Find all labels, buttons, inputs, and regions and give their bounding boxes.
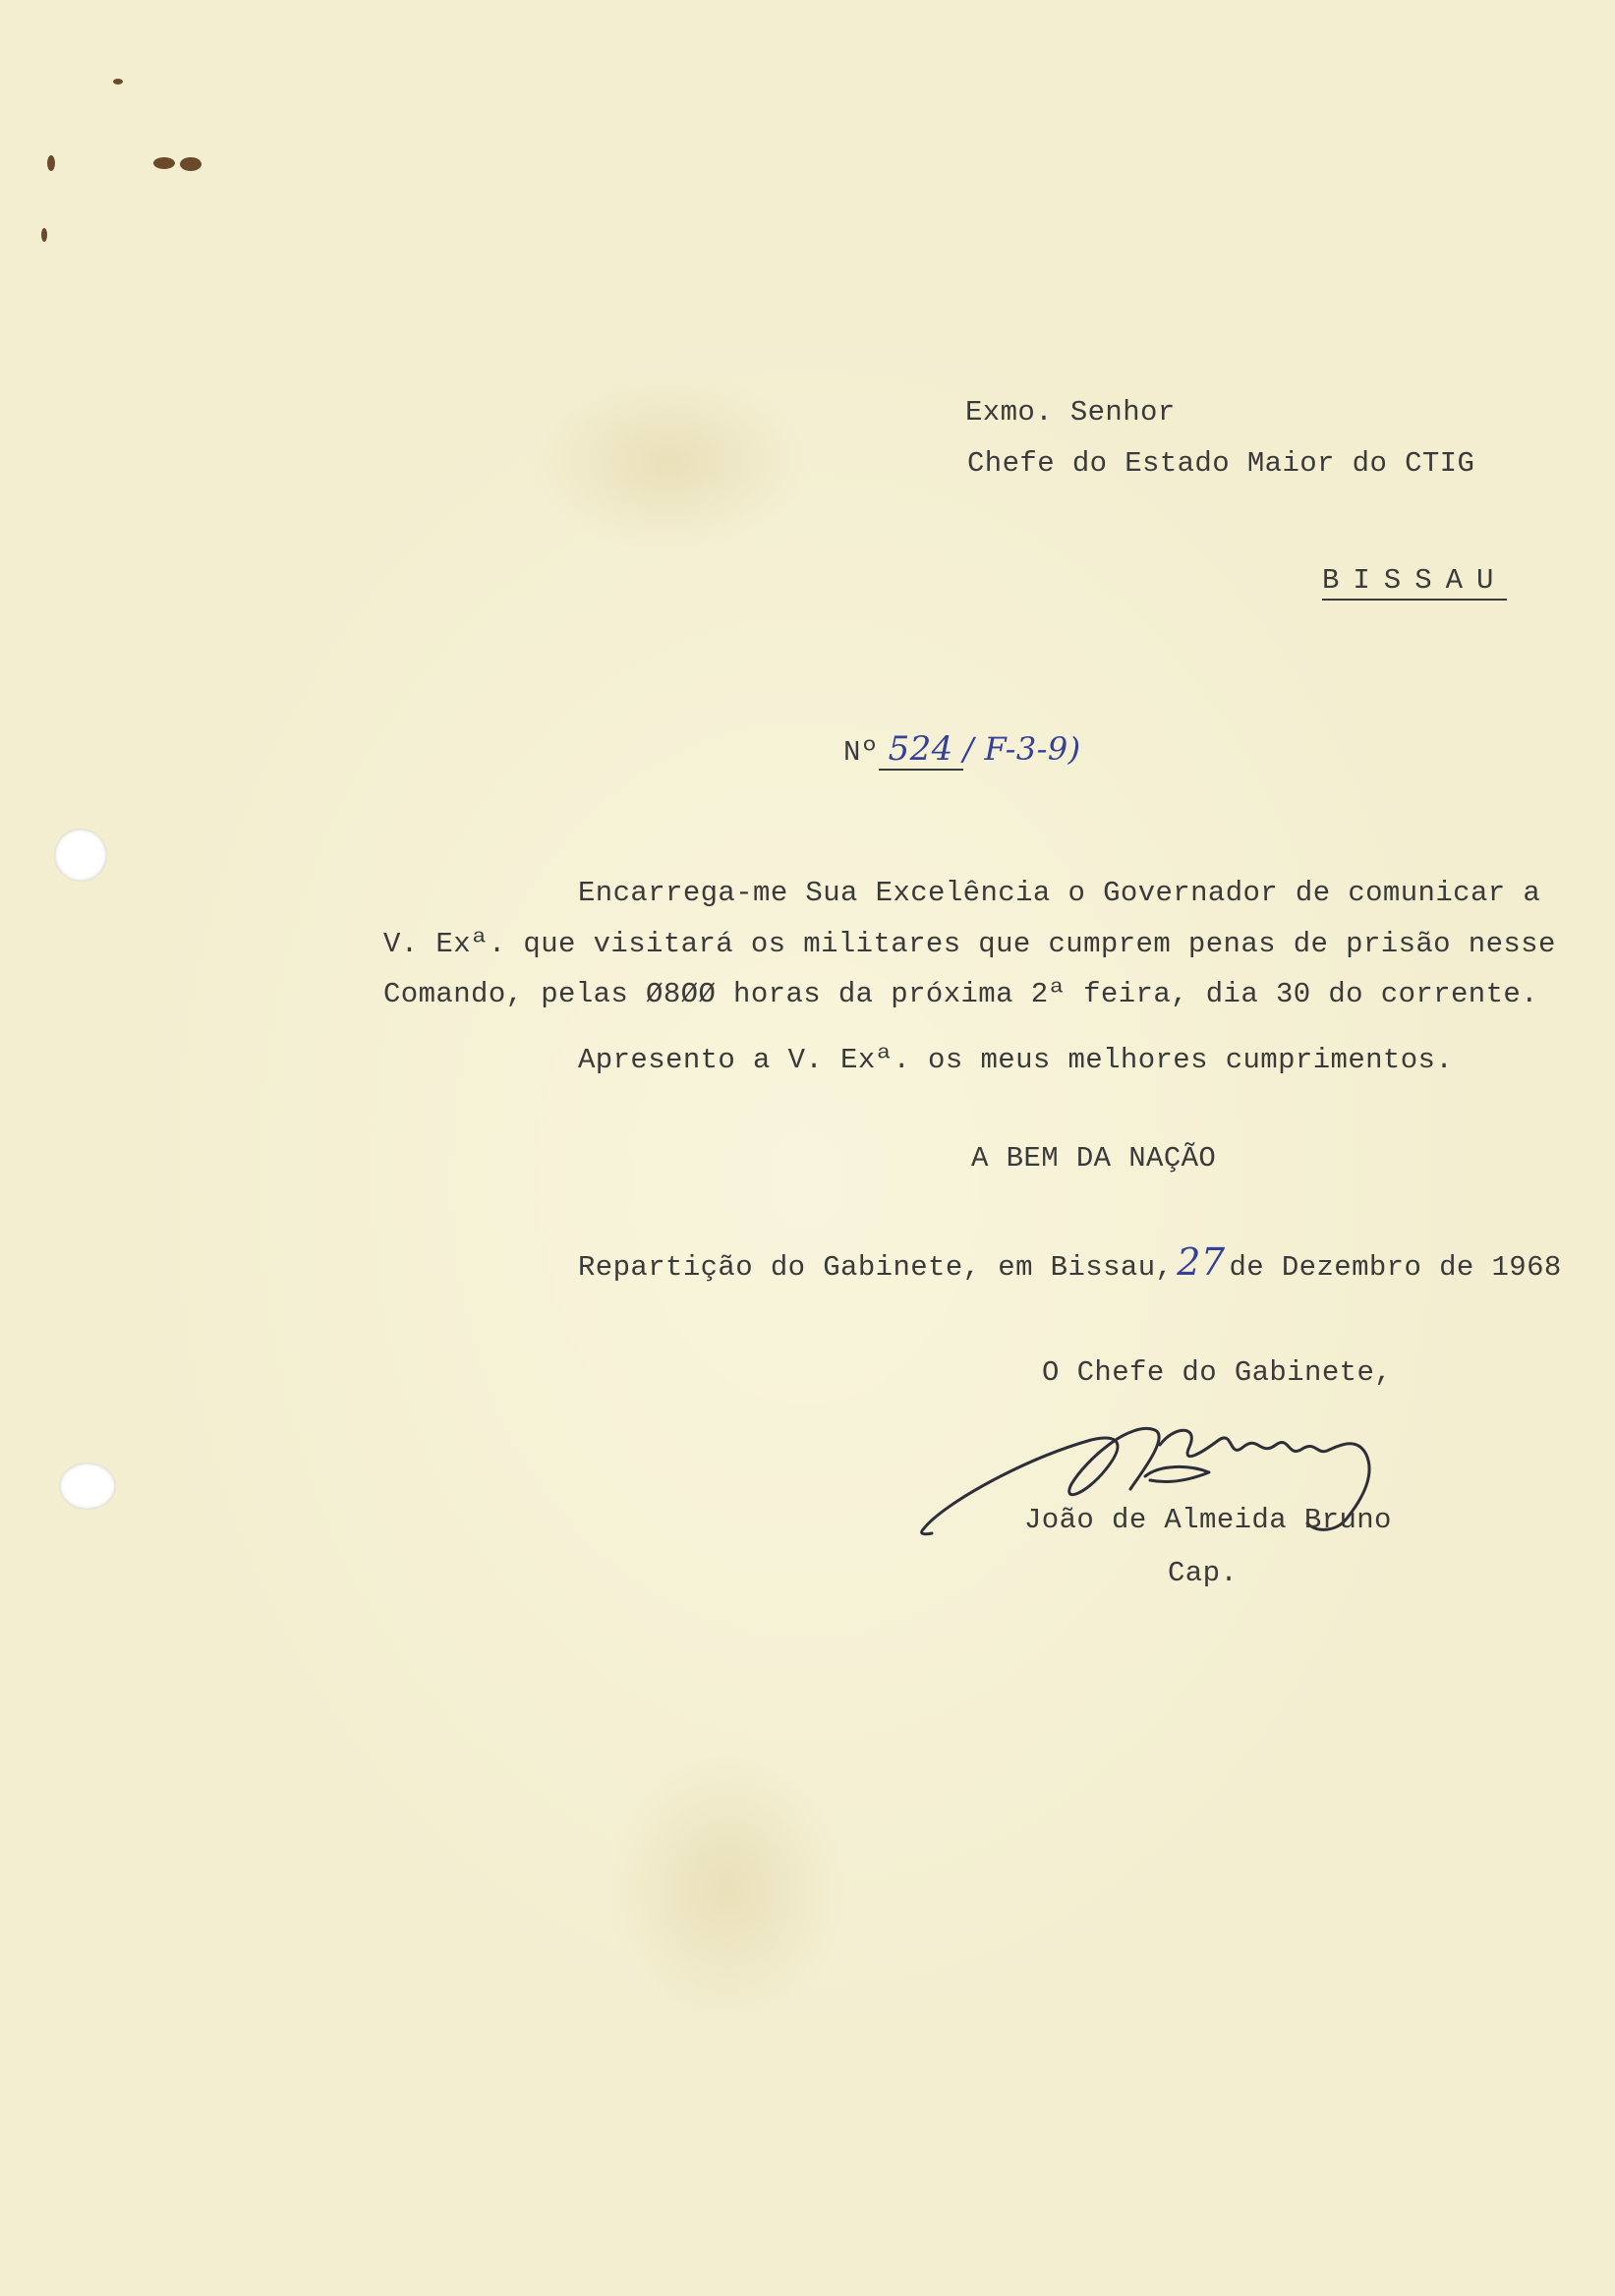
destination-city: BISSAU [1322, 564, 1507, 601]
signatory-name: João de Almeida Bruno [1024, 1504, 1392, 1536]
punch-hole-bottom [59, 1463, 116, 1510]
closing-line: Apresento a V. Exª. os meus melhores cumprimentos. [578, 1044, 1454, 1076]
dateline-day-handwritten: 27 [1177, 1240, 1226, 1284]
signatory-rank: Cap. [1168, 1557, 1239, 1589]
dateline-suffix: de Dezembro de 1968 [1229, 1251, 1562, 1284]
paper-speck [41, 228, 47, 242]
reference-code-handwritten: / F-3-9) [962, 730, 1081, 768]
dateline [578, 1240, 1562, 1284]
reference-number [843, 729, 1080, 769]
body-line-2: V. Exª. que visitará os militares que cumprem penas de prisão nesse [383, 928, 1556, 960]
salutation: Exmo. Senhor [965, 396, 1176, 429]
paper-speck [153, 157, 175, 169]
motto: A BEM DA NAÇÃO [971, 1142, 1217, 1175]
paper-speck [113, 79, 123, 85]
reference-prefix: Nº [843, 736, 879, 769]
signatory-role: O Chefe do Gabinete, [1042, 1356, 1393, 1389]
punch-hole-top [54, 829, 107, 882]
reference-number-handwritten: 524 [879, 729, 963, 771]
paper-speck [47, 155, 55, 171]
handwritten-signature [904, 1386, 1494, 1563]
dateline-prefix: Repartição do Gabinete, em Bissau, [578, 1251, 1174, 1284]
body-line-1: Encarrega-me Sua Excelência o Governador de comunicar a [578, 877, 1541, 909]
recipient: Chefe do Estado Maior do CTIG [967, 447, 1475, 480]
paper-speck [180, 157, 202, 171]
body-line-3: Comando, pelas Ø8ØØ horas da próxima 2ª feira, dia 30 do corrente. [383, 978, 1538, 1010]
